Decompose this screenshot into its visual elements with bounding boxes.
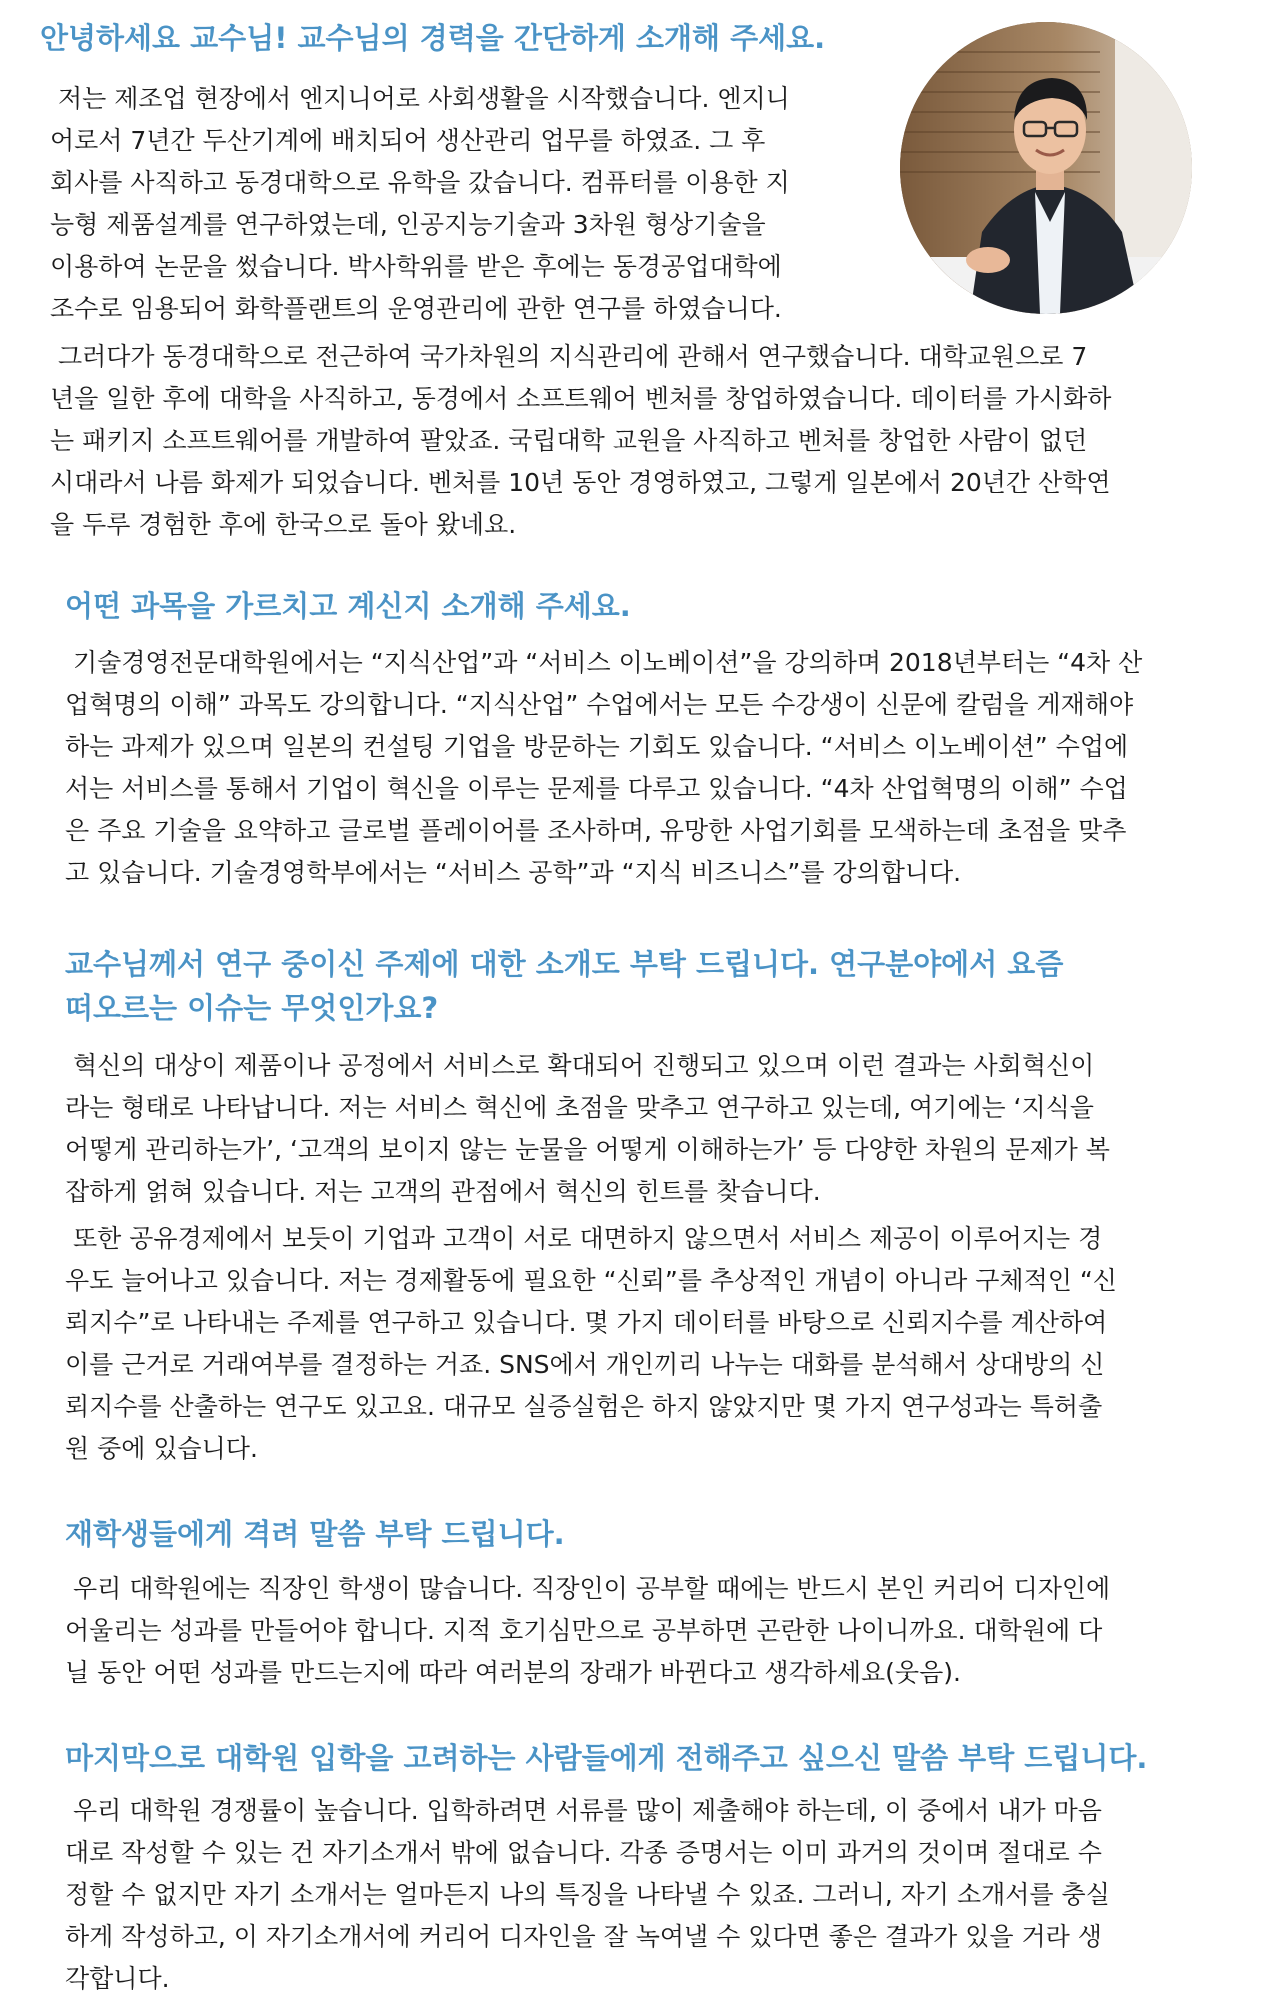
- section-question-research: 교수님께서 연구 중이신 주제에 대한 소개도 부탁 드립니다. 연구분야에서 요즘 떠오르는 이슈는 무엇인가요?: [65, 947, 1064, 1025]
- section-question-career: 안녕하세요 교수님! 교수님의 경력을 간단하게 소개해 주세요.: [40, 21, 826, 55]
- professor-photo: [900, 22, 1192, 314]
- answer-admission-advice-paragraph-1: 우리 대학원 경쟁률이 높습니다. 입학하려면 서류를 많이 제출해야 하는데, 이 중에서 내가 마음 대로 작성할 수 있는 건 자기소개서 밖에 없습니다. 각종 증명서는 이미 과거의 것이며 절대로 수 정할 수 없지만 자기 소개서는 얼마든지 나의 특징을 나타낼 수 있죠. 그러니, 자기 소개서를 충실 하게 작성하고, 이 자기소개서에 커리어 디자인을 잘 녹여낼 수 있다면 좋은 결과가 있을 거라 생 각합니다.: [65, 1796, 1110, 1993]
- section-question-admission-advice: 마지막으로 대학원 입학을 고려하는 사람들에게 전해주고 싶으신 말씀 부탁 드립니다.: [65, 1741, 1148, 1775]
- section-question-encouragement: 재학생들에게 격려 말씀 부탁 드립니다.: [65, 1517, 565, 1551]
- answer-career-paragraph-2: 그러다가 동경대학으로 전근하여 국가차원의 지식관리에 관해서 연구했습니다. 대학교원으로 7 년을 일한 후에 대학을 사직하고, 동경에서 소프트웨어 벤처를 창업하였습니다. 데이터를 가시화하 는 패키지 소프트웨어를 개발하여 팔았죠. 국립대학 교원을 사직하고 벤처를 창업한 사람이 없던 시대라서 나름 화제가 되었습니다. 벤처를 10년 동안 경영하였고, 그렇게 일본에서 20년간 산학연 을 두루 경험한 후에 한국으로 돌아 왔네요.: [50, 342, 1112, 539]
- answer-research-paragraph-1: 혁신의 대상이 제품이나 공정에서 서비스로 확대되어 진행되고 있으며 이런 결과는 사회혁신이 라는 형태로 나타납니다. 저는 서비스 혁신에 초점을 맞추고 연구하고 있는데, 여기에는 ‘지식을 어떻게 관리하는가’, ‘고객의 보이지 않는 눈물을 어떻게 이해하는가’ 등 다양한 차원의 문제가 복 잡하게 얽혀 있습니다. 저는 고객의 관점에서 혁신의 힌트를 찾습니다.: [65, 1051, 1110, 1206]
- section-question-courses: 어떤 과목을 가르치고 계신지 소개해 주세요.: [65, 589, 631, 623]
- answer-career-paragraph-1: 저는 제조업 현장에서 엔지니어로 사회생활을 시작했습니다. 엔지니 어로서 7년간 두산기계에 배치되어 생산관리 업무를 하였죠. 그 후 회사를 사직하고 동경대학으로 유학을 갔습니다. 컴퓨터를 이용한 지 능형 제품설계를 연구하였는데, 인공지능기술과 3차원 형상기술을 이용하여 논문을 썼습니다. 박사학위를 받은 후에는 동경공업대학에 조수로 임용되어 화학플랜트의 운영관리에 관한 연구를 하였습니다.: [50, 84, 790, 323]
- professor-portrait-image: [900, 22, 1192, 314]
- answer-encouragement-paragraph-1: 우리 대학원에는 직장인 학생이 많습니다. 직장인이 공부할 때에는 반드시 본인 커리어 디자인에 어울리는 성과를 만들어야 합니다. 지적 호기심만으로 공부하면 곤란한 나이니까요. 대학원에 다 닐 동안 어떤 성과를 만드는지에 따라 여러분의 장래가 바뀐다고 생각하세요(웃음).: [65, 1574, 1111, 1687]
- answer-courses-paragraph-1: 기술경영전문대학원에서는 “지식산업”과 “서비스 이노베이션”을 강의하며 2018년부터는 “4차 산 업혁명의 이해” 과목도 강의합니다. “지식산업” 수업에서는 모든 수강생이 신문에 칼럼을 게재해야 하는 과제가 있으며 일본의 컨설팅 기업을 방문하는 기회도 있습니다. “서비스 이노베이션” 수업에 서는 서비스를 통해서 기업이 혁신을 이루는 문제를 다루고 있습니다. “4차 산업혁명의 이해” 수업 은 주요 기술을 요약하고 글로벌 플레이어를 조사하며, 유망한 사업기회를 모색하는데 초점을 맞추 고 있습니다. 기술경영학부에서는 “서비스 공학”과 “지식 비즈니스”를 강의합니다.: [65, 648, 1143, 887]
- answer-research-paragraph-2: 또한 공유경제에서 보듯이 기업과 고객이 서로 대면하지 않으면서 서비스 제공이 이루어지는 경 우도 늘어나고 있습니다. 저는 경제활동에 필요한 “신뢰”를 추상적인 개념이 아니라 구체적인 “신 뢰지수”로 나타내는 주제를 연구하고 있습니다. 몇 가지 데이터를 바탕으로 신뢰지수를 계산하여 이를 근거로 거래여부를 결정하는 거죠. SNS에서 개인끼리 나누는 대화를 분석해서 상대방의 신 뢰지수를 산출하는 연구도 있고요. 대규모 실증실험은 하지 않았지만 몇 가지 연구성과는 특허출 원 중에 있습니다.: [65, 1224, 1117, 1463]
